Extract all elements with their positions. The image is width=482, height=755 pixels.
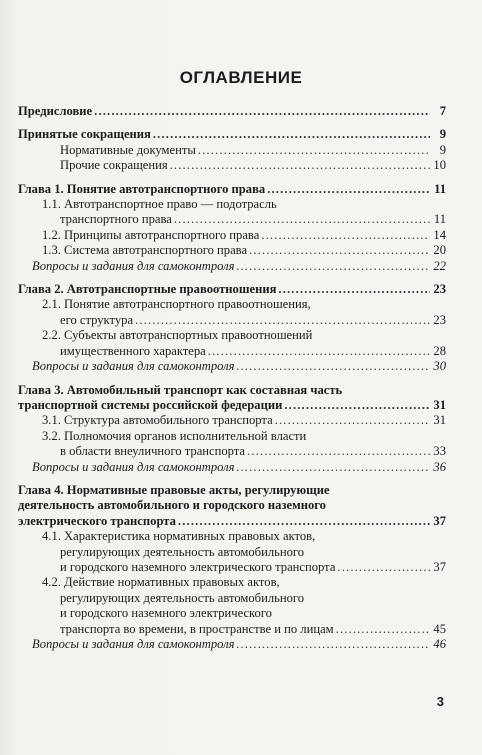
toc-entry-3-2[interactable] [18,429,446,460]
dot-leader [284,398,430,413]
toc-entry-page: 20 [433,243,446,258]
toc-title: ОГЛАВЛЕНИЕ [179,68,303,87]
page-number: 3 [436,694,444,709]
dot-leader [249,243,430,258]
toc-entry-leader-line [32,460,446,475]
toc-entry-page: 30 [433,359,446,374]
toc-entry-page: 36 [433,459,446,474]
toc-entry-text-line: и городского наземного электрического [60,606,272,621]
toc-entry-page: 37 [433,559,446,574]
toc-entry-2-2[interactable] [18,328,446,359]
toc-entry-page: 37 [433,513,446,528]
toc-entry-leader-line [60,143,446,158]
toc-entry-preface[interactable] [18,104,446,119]
toc-entry-leader-line [42,560,446,575]
toc-entry-label: транспортной системы российской федерации [18,397,283,412]
toc-entry-chapter-3[interactable] [18,383,446,414]
dot-leader [208,344,430,359]
toc-entry-page: 11 [433,212,446,227]
toc-entry-label: 1.2. Принципы автотранспортного права [42,227,260,242]
dot-leader [267,182,430,197]
toc-entry-label: Прочие сокращения [60,158,168,173]
toc-entry-page: 14 [433,227,446,242]
toc-entry-other-abbreviations[interactable] [18,158,446,173]
toc-entry-label: Нормативные документы [60,142,196,157]
toc-entry-ch4-questions[interactable] [18,637,446,652]
dot-leader [336,622,430,637]
toc-entry-chapter-4[interactable] [18,483,446,529]
toc-entry-label: 1.3. Система автотранспортного права [42,243,248,258]
dot-leader [236,460,430,475]
toc-entry-text-line: Глава 4. Нормативные правовые акты, регулирующие [18,482,330,497]
dot-leader [261,228,430,243]
toc-entry-1-3[interactable] [18,243,446,258]
dot-leader [337,560,430,575]
toc-entry-label: Принятые сокращения [18,127,151,142]
toc-entry-text-line: Глава 3. Автомобильный транспорт как составная часть [18,382,343,397]
toc-entry-normative-docs[interactable] [18,143,446,158]
toc-entry-leader-line [18,182,446,197]
toc-entry-page: 11 [434,181,446,196]
toc-entry-text-line: 1.1. Автотранспортное право — подотрасль [42,197,277,212]
dot-leader [174,212,430,227]
toc-entry-ch1-questions[interactable] [18,259,446,274]
toc-entry-page: 7 [439,104,446,118]
toc-entry-leader-line [32,259,446,274]
dot-leader [236,359,430,374]
toc-entry-leader-line [18,127,446,142]
dot-leader [236,637,430,652]
toc-entry-page: 9 [439,127,446,142]
toc-entry-label: Предисловие [18,104,93,118]
toc-entry-ch2-questions[interactable] [18,359,446,374]
toc-entry-label: Вопросы и задания для самоконтроля [32,459,235,474]
toc-entry-3-1[interactable] [18,413,446,428]
toc-entry-page: 9 [439,142,446,157]
toc-entry-label: Вопросы и задания для самоконтроля [32,359,235,374]
toc-entry-leader-line [42,243,446,258]
toc-entry-chapter-1[interactable] [18,182,446,197]
toc-entry-leader-line [32,637,446,652]
toc-entry-leader-line [42,344,446,359]
dot-leader [275,413,430,428]
dot-leader [135,313,430,328]
table-of-contents [18,104,446,652]
toc-entry-label: Глава 1. Понятие автотранспортного права [18,181,266,196]
toc-entry-4-2[interactable] [18,575,446,637]
toc-entry-leader-line [42,313,446,328]
toc-entry-leader-line [42,212,446,227]
toc-entry-page: 31 [433,413,446,428]
toc-entry-2-1[interactable] [18,297,446,328]
toc-entry-leader-line [18,104,446,119]
toc-entry-label: Глава 2. Автотранспортные правоотношения [18,282,277,297]
toc-entry-1-1[interactable] [18,197,446,228]
toc-entry-leader-line [42,228,446,243]
toc-entry-leader-line [18,398,446,413]
dot-leader [236,259,430,274]
toc-entry-text-line: регулирующих деятельность автомобильного [60,544,305,559]
toc-entry-leader-line [60,158,446,173]
toc-entry-label: транспортного права [60,212,172,227]
toc-entry-page: 33 [433,444,446,459]
toc-entry-label: Вопросы и задания для самоконтроля [32,637,235,651]
toc-entry-page: 23 [433,282,446,297]
dot-leader [153,127,430,142]
toc-entry-label: транспорта во времени, в пространстве и по лицам [60,621,334,636]
toc-entry-label: 3.1. Структура автомобильного транспорта [42,413,273,428]
toc-entry-page: 10 [433,158,446,173]
toc-entry-4-1[interactable] [18,529,446,575]
dot-leader [247,444,430,459]
toc-entry-text-line: регулирующих деятельность автомобильного [60,590,305,605]
toc-entry-leader-line [42,622,446,637]
toc-entry-1-2[interactable] [18,228,446,243]
toc-entry-chapter-2[interactable] [18,282,446,297]
toc-entry-text-line: 4.2. Действие нормативных правовых актов, [42,575,280,590]
toc-entry-label: Вопросы и задания для самоконтроля [32,258,235,273]
toc-entry-page: 45 [433,621,446,636]
toc-entry-page: 28 [433,343,446,358]
toc-entry-abbreviations[interactable] [18,127,446,142]
dot-leader [278,282,430,297]
dot-leader [94,104,430,119]
toc-entry-leader-line [42,444,446,459]
toc-entry-text-line: 3.2. Полномочия органов исполнительной власти [42,428,307,443]
toc-entry-leader-line [18,514,446,529]
toc-entry-leader-line [42,413,446,428]
toc-entry-label: и городского наземного электрического транспорта [60,559,336,574]
toc-entry-text-line: деятельность автомобильного и городского наземного [18,498,326,513]
dot-leader [178,514,430,529]
toc-entry-page: 46 [433,637,446,651]
toc-entry-ch3-questions[interactable] [18,460,446,475]
toc-entry-text-line: 2.2. Субъекты автотранспортных правоотношений [42,328,313,343]
toc-entry-page: 31 [433,397,446,412]
toc-entry-leader-line [32,359,446,374]
toc-entry-label: электрического транспорта [18,513,176,528]
toc-entry-label: в области внеуличного транспорта [60,444,246,459]
toc-entry-page: 22 [433,258,446,273]
toc-entry-text-line: 2.1. Понятие автотранспортного правоотношения, [42,297,311,312]
toc-entry-label: его структура [60,312,134,327]
dot-leader [170,158,430,173]
toc-entry-label: имущественного характера [60,343,206,358]
toc-entry-leader-line [18,282,446,297]
toc-entry-page: 23 [433,312,446,327]
dot-leader [198,143,430,158]
toc-entry-text-line: 4.1. Характеристика нормативных правовых актов, [42,529,316,544]
